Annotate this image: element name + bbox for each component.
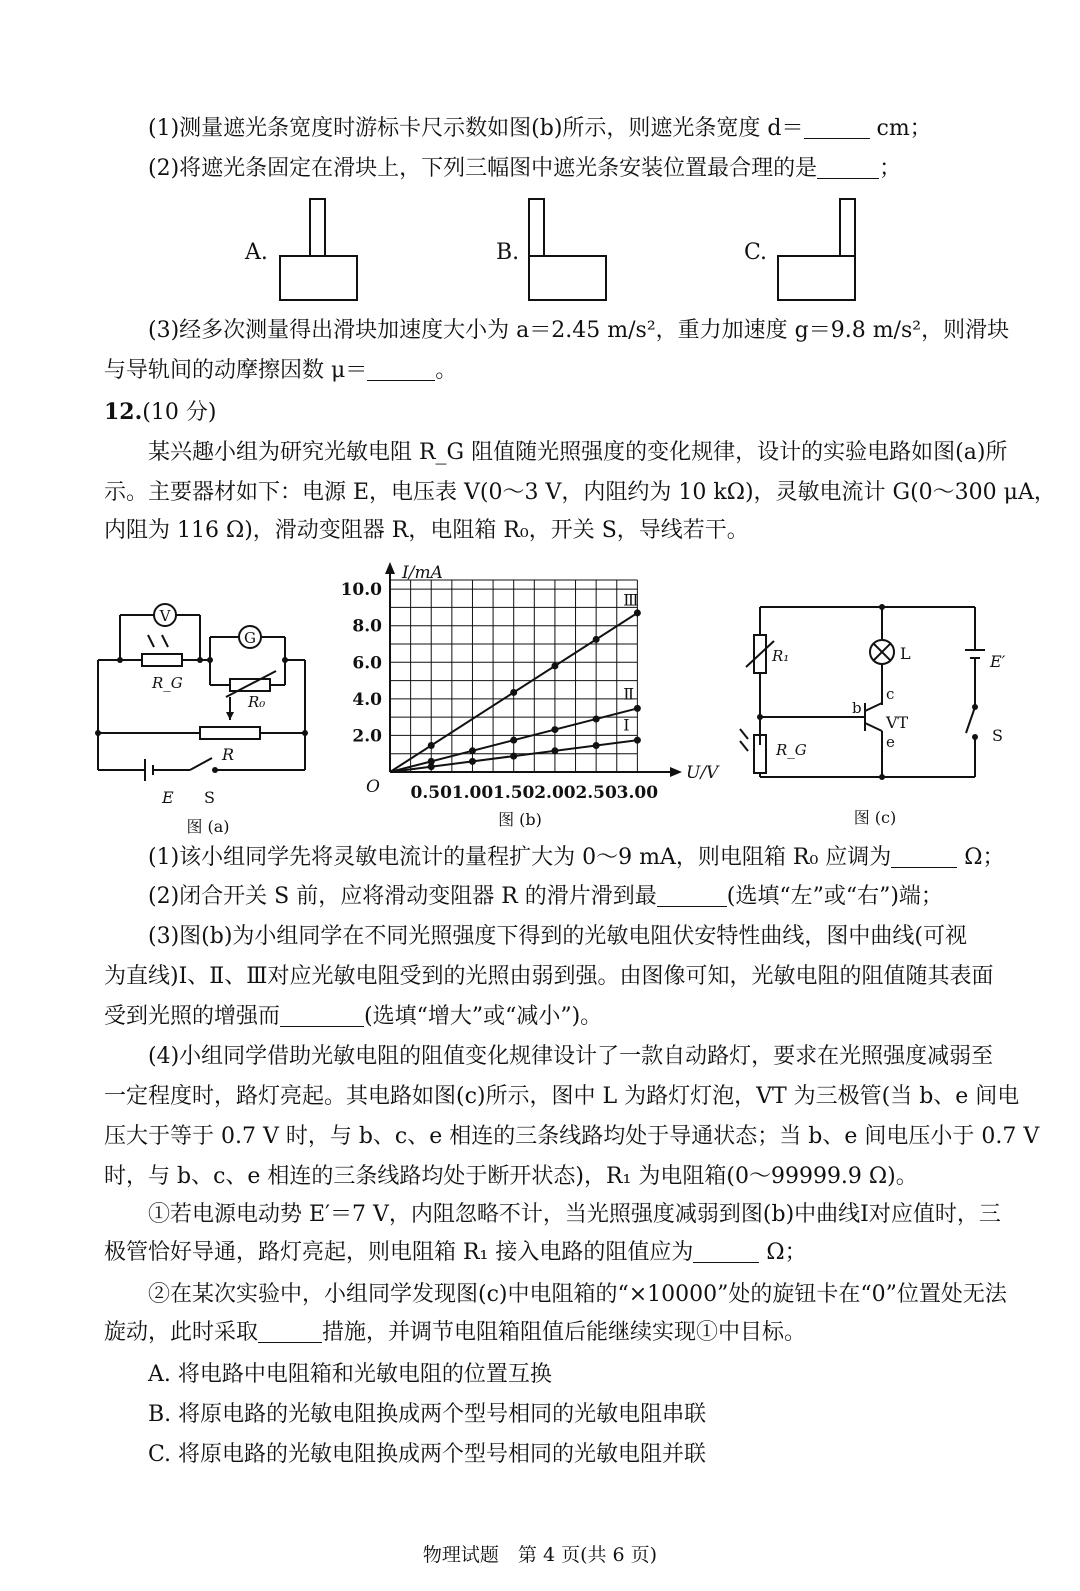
x-tick-label: 3.00 (616, 783, 659, 803)
figure-a-caption: 图 (a) (186, 817, 230, 836)
answer-blank[interactable] (367, 358, 435, 381)
q12-intro-line2: 示。主要器材如下：电源 E，电压表 V(0～3 V，内阻约为 10 kΩ)，灵敏电流计 G(0～300 μA， (104, 480, 1056, 505)
q12-sub4-2-line1: ②在某次实验中，小组同学发现图(c)中电阻箱的“×10000”处的旋钮卡在“0”位置处无法 (148, 1282, 1007, 1307)
shade-strip-c (840, 199, 855, 256)
data-point (551, 747, 558, 754)
q12-intro-line3: 内阻为 116 Ω)，滑动变阻器 R，电阻箱 R₀，开关 S，导线若干。 (104, 518, 749, 543)
x-tick-label: 1.50 (492, 783, 535, 803)
answer-blank[interactable] (258, 1320, 322, 1343)
collector-label: c (886, 685, 895, 703)
q12-sub4-1-line1: ①若电源电动势 E′＝7 V，内阻忽略不计，当光照强度减弱到图(b)中曲线Ⅰ对应值时，三 (148, 1202, 1001, 1227)
choice-c: C. 将原电路的光敏电阻换成两个型号相同的光敏电阻并联 (148, 1442, 707, 1467)
r0-label: R₀ (248, 693, 266, 711)
circuit-figure-a (90, 585, 330, 845)
data-point (428, 742, 435, 749)
vt-label: VT (886, 713, 909, 732)
r-label: R (222, 745, 235, 764)
voltmeter-label: V (159, 607, 171, 625)
rg-label: R_G (152, 674, 183, 692)
circuit-figure-c (740, 595, 1020, 835)
q12-sub4-line4: 时，与 b、c、e 相连的三条线路均处于断开状态)，R₁ 为电阻箱(0～99999.9 Ω)。 (104, 1164, 918, 1189)
q12-sub4-line1: (4)小组同学借助光敏电阻的阻值变化规律设计了一款自动路灯，要求在光照强度减弱至 (148, 1044, 994, 1069)
question-number: 12. (104, 399, 143, 425)
y-axis-label: I/mA (402, 563, 443, 583)
y-tick-label: 6.0 (352, 653, 382, 674)
data-point (634, 705, 641, 712)
option-a-label: A. (245, 240, 268, 265)
question-points: (10 分) (142, 400, 217, 425)
choice-a: A. 将电路中电阻箱和光敏电阻的位置互换 (148, 1362, 552, 1387)
answer-blank[interactable] (693, 1240, 759, 1263)
data-point (510, 753, 517, 760)
data-point (634, 609, 641, 616)
data-point (469, 758, 476, 765)
q12-sub3-line2: 为直线)Ⅰ、Ⅱ、Ⅲ对应光敏电阻受到的光照由弱到强。由图像可知，光敏电阻的阻值随其表面 (104, 964, 994, 989)
switch-icon (190, 758, 212, 770)
base-label: b (852, 699, 862, 717)
chart-tick-labels (341, 580, 659, 803)
x-tick-label: 2.50 (575, 783, 617, 803)
q11-part3-line1: (3)经多次测量得出滑块加速度大小为 a＝2.45 m/s²，重力加速度 g＝9.8 m/s²，则滑块 (148, 318, 1010, 343)
choice-b: B. 将原电路的光敏电阻换成两个型号相同的光敏电阻串联 (148, 1402, 707, 1427)
page-footer: 物理试题 第 4 页(共 6 页) (422, 1544, 658, 1566)
lamp-label: L (900, 644, 911, 663)
slider-block-a (280, 256, 357, 300)
y-tick-label: 4.0 (352, 689, 382, 710)
data-point (593, 715, 600, 722)
data-point (551, 662, 558, 669)
q11-part1-unit: cm； (876, 116, 932, 141)
iv-chart (330, 560, 719, 830)
series-label: Ⅲ (623, 590, 639, 610)
s-label: S (204, 788, 215, 807)
rheostat-r (200, 727, 260, 739)
option-c-label: C. (744, 240, 768, 265)
rg-c-label: R_G (776, 741, 807, 759)
q12-sub1: (1)该小组同学先将灵敏电流计的量程扩大为 0～9 mA，则电阻箱 R₀ 应调为 Ω； (148, 845, 1005, 870)
answer-blank[interactable] (280, 1004, 364, 1027)
switch-label-c: S (992, 726, 1003, 745)
x-tick-label: 1.00 (451, 783, 494, 803)
q11-part2-text: (2)将遮光条固定在滑块上，下列三幅图中遮光条安装位置最合理的是 (148, 156, 818, 181)
q12-sub4-line2: 一定程度时，路灯亮起。其电路如图(c)所示，图中 L 为路灯灯泡，VT 为三极管(当 b、e 间电 (104, 1084, 1020, 1109)
data-point (551, 726, 558, 733)
answer-blank[interactable] (657, 884, 727, 907)
data-point (428, 758, 435, 765)
data-point (593, 636, 600, 643)
x-tick-label: 0.50 (410, 783, 452, 803)
emitter-label: e (886, 733, 895, 751)
shade-strip-b (529, 199, 544, 256)
data-point (510, 689, 517, 696)
q12-intro-line1: 某兴趣小组为研究光敏电阻 R_G 阻值随光照强度的变化规律，设计的实验电路如图(a)所 (148, 440, 1008, 465)
origin-label: O (366, 777, 380, 797)
chart-series (390, 591, 641, 772)
y-tick-label: 8.0 (352, 616, 382, 637)
data-point (634, 737, 641, 744)
data-point (469, 747, 476, 754)
option-b-label: B. (496, 240, 520, 265)
answer-blank[interactable] (891, 845, 957, 868)
q11-part3-line2: 与导轨间的动摩擦因数 μ＝ 。 (104, 358, 458, 383)
galvanometer-label: G (244, 629, 256, 647)
series-label: Ⅱ (623, 684, 635, 704)
x-tick-label: 2.00 (534, 783, 576, 803)
y-tick-label: 10.0 (340, 580, 382, 601)
switch-icon-c (966, 707, 975, 733)
r1-label: R₁ (772, 647, 790, 665)
q12-sub4-line3: 压大于等于 0.7 V 时，与 b、c、e 相连的三条线路均处于导通状态；当 b、e 间电压小于 0.7 V (104, 1124, 1040, 1149)
slider-block-b (529, 256, 606, 300)
x-axis-label: U/V (686, 763, 719, 783)
q12-sub4-1-line2: 极管恰好导通，路灯亮起，则电阻箱 R₁ 接入电路的阻值应为 Ω； (104, 1240, 807, 1265)
e-label: E (162, 788, 174, 807)
q12-sub3-line1: (3)图(b)为小组同学在不同光照强度下得到的光敏电阻伏安特性曲线，图中曲线(可视 (148, 924, 967, 949)
shade-strip-a (310, 199, 325, 256)
figure-c-caption: 图 (c) (853, 808, 897, 827)
y-tick-label: 2.0 (352, 726, 382, 747)
q12-header (104, 397, 216, 428)
figure-b-caption: 图 (b) (498, 810, 542, 829)
data-point (593, 742, 600, 749)
q12-sub4-2-line2: 旋动，此时采取 措施，并调节电阻箱阻值后能继续实现①中目标。 (104, 1320, 807, 1345)
y-axis-arrow (385, 562, 395, 574)
series-label: Ⅰ (623, 715, 630, 735)
data-point (510, 737, 517, 744)
x-axis-arrow (670, 767, 682, 777)
eprime-label: E′ (990, 652, 1006, 671)
q12-sub2: (2)闭合开关 S 前，应将滑动变阻器 R 的滑片滑到最 (选填“左”或“右”)端； (148, 884, 943, 909)
q12-sub3-line3: 受到光照的增强而 (选填“增大”或“减小”)。 (104, 1004, 603, 1029)
q11-part2: (2)将遮光条固定在滑块上，下列三幅图中遮光条安装位置最合理的是 ； (148, 156, 902, 181)
photoresistor-rg (142, 654, 182, 666)
slider-block-c (778, 256, 855, 300)
q11-part1-text: (1)测量遮光条宽度时游标卡尺示数如图(b)所示，则遮光条宽度 d＝ (148, 116, 804, 141)
slider-options-diagram (0, 0, 1080, 320)
